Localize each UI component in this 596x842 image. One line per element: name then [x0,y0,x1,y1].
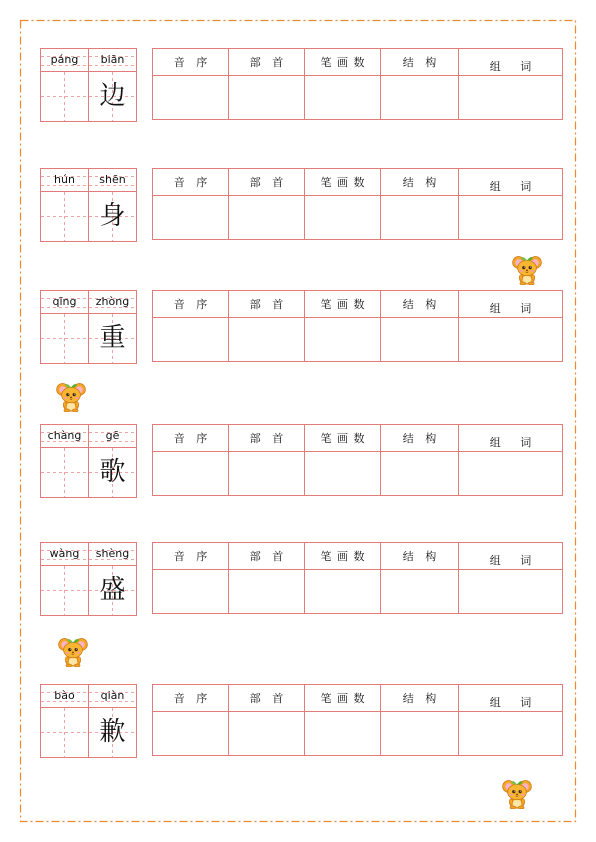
phonetic-order-header: 音 序 [153,543,229,570]
radical-answer-cell [229,196,305,239]
character-info-table [152,48,563,120]
word-practice-row [0,168,596,242]
radical-answer-cell [229,712,305,755]
character-cell [89,192,136,241]
radical-header: 部 首 [229,49,305,76]
pinyin-syllable: zhòng [95,295,130,308]
stroke-count-answer-cell [305,452,381,495]
character-cell [89,448,136,497]
radical-header: 部 首 [229,291,305,318]
word-practice-row [0,542,596,616]
word-practice-row [0,48,596,122]
pinyin-syllable: bào [54,689,75,702]
structure-answer-cell [381,76,459,119]
phonetic-order-answer-cell [153,76,229,119]
phonetic-order-header: 音 序 [153,49,229,76]
structure-header: 结 构 [381,49,459,76]
pinyin-syllable: qīng [52,295,77,308]
pinyin-syllable: chàng [47,429,82,442]
structure-header: 结 构 [381,425,459,452]
pinyin-syllable: hún [54,173,75,186]
writing-cell [41,566,88,615]
pinyin-character-grid [40,542,137,616]
pinyin-syllable: qiàn [100,689,125,702]
stroke-count-header: 笔 画 数 [305,425,381,452]
character-cell [89,566,136,615]
word-group-answer-cell [459,712,562,755]
pinyin-character-grid [40,684,137,758]
character-cell [89,314,136,363]
word-group-header: 组 词 [459,685,562,712]
pinyin-character-grid [40,48,137,122]
target-character: 歉 [99,717,126,747]
writing-cell [41,72,88,121]
grid-divider [88,291,89,363]
stroke-count-header: 笔 画 数 [305,49,381,76]
radical-header: 部 首 [229,685,305,712]
structure-header: 结 构 [381,169,459,196]
radical-answer-cell [229,318,305,361]
pinyin-syllable: biān [100,53,125,66]
character-info-table [152,168,563,240]
pinyin-syllable: wàng [49,547,80,560]
phonetic-order-header: 音 序 [153,685,229,712]
structure-header: 结 构 [381,291,459,318]
character-info-table [152,684,563,756]
target-character: 歌 [99,457,126,487]
target-character: 重 [99,323,126,353]
writing-cell [41,448,88,497]
stroke-count-answer-cell [305,712,381,755]
character-info-table [152,542,563,614]
word-group-answer-cell [459,570,562,613]
structure-header: 结 构 [381,543,459,570]
structure-answer-cell [381,712,459,755]
writing-cell [41,314,88,363]
word-practice-row [0,290,596,364]
stroke-count-answer-cell [305,318,381,361]
stroke-count-answer-cell [305,76,381,119]
radical-answer-cell [229,452,305,495]
character-info-table [152,424,563,496]
grid-divider [88,543,89,615]
character-info-table [152,290,563,362]
word-group-answer-cell [459,452,562,495]
phonetic-order-answer-cell [153,318,229,361]
pinyin-character-grid [40,290,137,364]
mouse-mascot-icon [56,379,86,413]
stroke-count-header: 笔 画 数 [305,169,381,196]
grid-divider [88,425,89,497]
stroke-count-header: 笔 画 数 [305,543,381,570]
target-character: 身 [99,201,126,231]
stroke-count-answer-cell [305,570,381,613]
target-character: 盛 [99,575,126,605]
radical-header: 部 首 [229,425,305,452]
phonetic-order-header: 音 序 [153,169,229,196]
phonetic-order-answer-cell [153,712,229,755]
structure-answer-cell [381,318,459,361]
radical-header: 部 首 [229,543,305,570]
structure-header: 结 构 [381,685,459,712]
word-group-header: 组 词 [459,425,562,452]
character-cell [89,708,136,757]
word-practice-row [0,424,596,498]
pinyin-syllable: gē [105,429,120,442]
stroke-count-header: 笔 画 数 [305,685,381,712]
structure-answer-cell [381,570,459,613]
stroke-count-answer-cell [305,196,381,239]
radical-answer-cell [229,570,305,613]
writing-cell [41,708,88,757]
grid-divider [88,685,89,757]
word-group-answer-cell [459,318,562,361]
word-group-answer-cell [459,196,562,239]
pinyin-syllable: shēn [99,173,126,186]
radical-answer-cell [229,76,305,119]
grid-divider [88,49,89,121]
phonetic-order-header: 音 序 [153,425,229,452]
word-group-header: 组 词 [459,543,562,570]
word-group-header: 组 词 [459,49,562,76]
writing-cell [41,192,88,241]
pinyin-syllable: páng [50,53,79,66]
structure-answer-cell [381,196,459,239]
mouse-mascot-icon [58,634,88,668]
mouse-mascot-icon [512,252,542,286]
grid-divider [88,169,89,241]
pinyin-character-grid [40,168,137,242]
word-group-header: 组 词 [459,169,562,196]
word-group-header: 组 词 [459,291,562,318]
structure-answer-cell [381,452,459,495]
stroke-count-header: 笔 画 数 [305,291,381,318]
word-practice-row [0,684,596,758]
pinyin-character-grid [40,424,137,498]
phonetic-order-answer-cell [153,196,229,239]
character-cell [89,72,136,121]
word-group-answer-cell [459,76,562,119]
target-character: 边 [99,81,126,111]
phonetic-order-header: 音 序 [153,291,229,318]
radical-header: 部 首 [229,169,305,196]
pinyin-syllable: shèng [95,547,130,560]
phonetic-order-answer-cell [153,570,229,613]
phonetic-order-answer-cell [153,452,229,495]
mouse-mascot-icon [502,776,532,810]
